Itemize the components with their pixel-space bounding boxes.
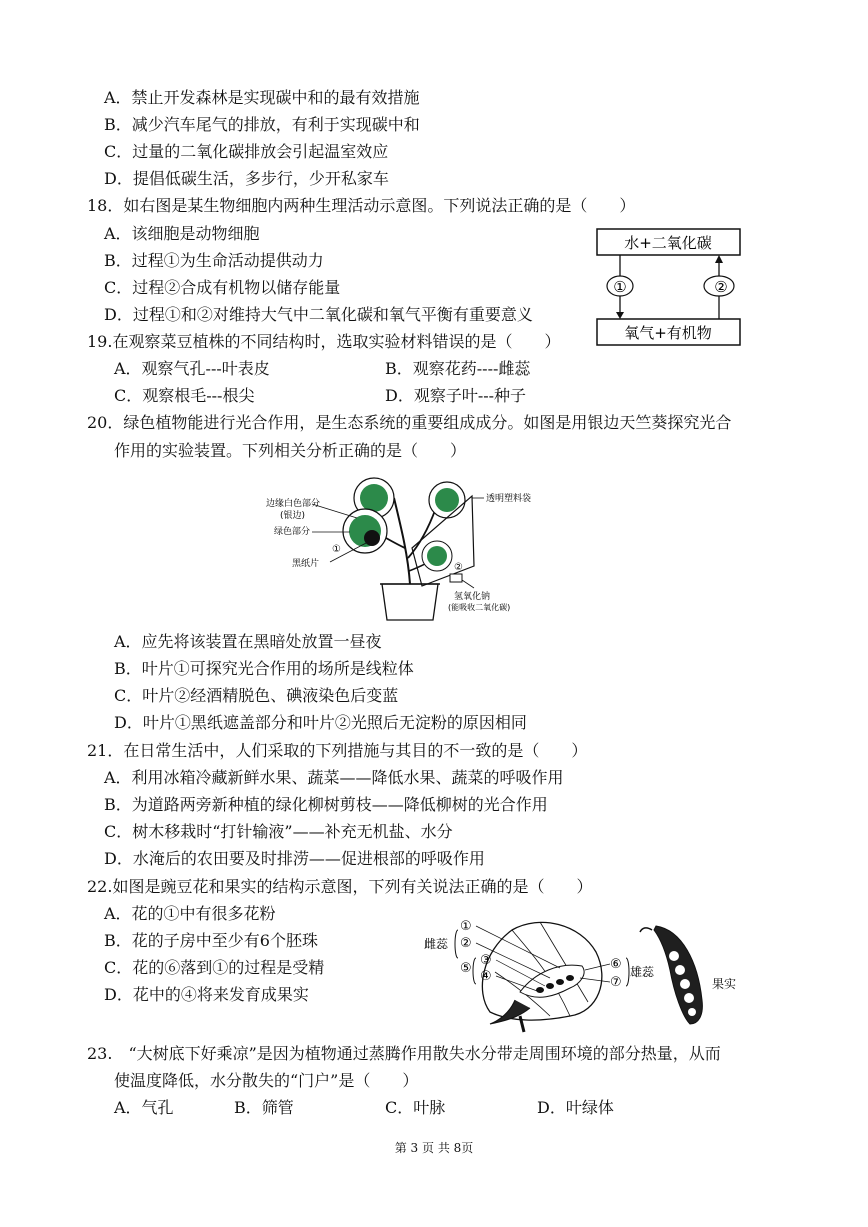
q22-stamen-label: 雄蕊 [630,965,655,979]
q22-label-5: ⑤ [460,961,472,976]
q21-option-b: B．为道路两旁新种植的绿化柳树剪枝——降低柳树的光合作用 [104,795,548,814]
q23-option-c: C．叶脉 [385,1098,446,1117]
option-c: C．过量的二氧化碳排放会引起温室效应 [104,142,389,161]
q20-label-green: 绿色部分 [274,527,311,537]
q18-option-b: B．过程①为生命活动提供动力 [104,251,324,270]
page-footer: 第 3 页 共 8页 [394,1141,474,1155]
q22-stem: 22.如图是豌豆花和果实的结构示意图，下列有关说法正确的是（ ） [87,877,593,896]
q20-stem-line1: 20．绿色植物能进行光合作用，是生态系统的重要组成成分。如图是用银边天竺葵探究光合 [87,413,732,432]
option-a: A．禁止开发森林是实现碳中和的最有效措施 [104,88,420,107]
q20-label-bag: 透明塑料袋 [486,494,532,504]
q20-option-d: D．叶片①黑纸遮盖部分和叶片②光照后无淀粉的原因相同 [114,713,527,732]
q20-label-edge: 边缘白色部分 [266,499,321,509]
q20-leaf-1: ① [332,544,341,555]
q21-stem: 21．在日常生活中，人们采取的下列措施与其目的不一致的是（ ） [87,741,588,760]
q20-leaf-2: ② [454,562,463,573]
q23-option-b: B．筛管 [234,1098,294,1117]
q22-fruit-label: 果实 [712,977,737,991]
q18-option-a: A．该细胞是动物细胞 [104,224,260,243]
q20-option-a: A．应先将该装置在黑暗处放置一昼夜 [114,632,382,651]
q21-option-a: A．利用冰箱冷藏新鲜水果、蔬菜——降低水果、蔬菜的呼吸作用 [104,768,564,787]
q22-label-3: ③ [480,953,492,968]
q20-label-edge-sub: (银边) [280,511,306,521]
q23-stem-line2: 使温度降低，水分散失的“门户”是（ ） [114,1071,419,1090]
q20-label-naoh: 氢氧化钠 [454,592,491,602]
q18-process-1: ① [613,278,627,296]
option-b: B．减少汽车尾气的排放，有利于实现碳中和 [104,115,420,134]
q20-stem-line2: 作用的实验装置。下列相关分析正确的是（ ） [114,441,467,460]
q22-option-a: A．花的①中有很多花粉 [104,904,276,923]
q20-option-b: B．叶片①可探究光合作用的场所是线粒体 [114,659,414,678]
q19-option-b: B．观察花药----雌蕊 [385,359,531,378]
q20-option-c: C．叶片②经酒精脱色、碘液染色后变蓝 [114,686,399,705]
q22-option-b: B．花的子房中至少有6个胚珠 [104,931,318,950]
q21-option-c: C．树木移栽时“打针输液”——补充无机盐、水分 [104,822,453,841]
option-d: D．提倡低碳生活，多步行，少开私家车 [104,169,389,188]
q22-label-7: ⑦ [610,975,622,990]
q18-option-c: C．过程②合成有机物以储存能量 [104,278,341,297]
q22-figure-pea-flower [420,912,750,1034]
q20-figure-geranium [262,476,552,624]
q20-label-black-paper: 黑纸片 [292,559,320,569]
q22-pistil-label: 雌蕊 [424,937,449,951]
q18-process-2: ② [714,278,728,296]
q23-stem-line1: 23. “大树底下好乘凉”是因为植物通过蒸腾作用散失水分带走周围环境的部分热量，从而 [87,1044,721,1063]
q20-label-naoh-sub: (能吸收二氧化碳) [448,603,511,612]
q22-label-6: ⑥ [610,957,622,972]
q19-stem: 19.在观察菜豆植株的不同结构时，选取实验材料错误的是（ ） [87,332,561,351]
q22-option-c: C．花的⑥落到①的过程是受精 [104,958,325,977]
q22-label-1: ① [460,919,472,934]
q18-option-d: D．过程①和②对维持大气中二氧化碳和氧气平衡有重要意义 [104,305,533,324]
q22-label-2: ② [460,936,472,951]
q22-option-d: D．花中的④将来发育成果实 [104,985,309,1004]
q23-option-a: A．气孔 [114,1098,174,1117]
q19-option-d: D．观察子叶---种子 [385,386,527,405]
q18-top-box-label: 水+二氧化碳 [624,234,712,252]
q18-diagram [592,226,748,350]
q18-bottom-box-label: 氧气+有机物 [624,324,712,342]
q23-option-d: D．叶绿体 [537,1098,614,1117]
q22-label-4: ④ [480,969,492,984]
q19-option-a: A．观察气孔---叶表皮 [114,359,270,378]
q19-option-c: C．观察根毛---根尖 [114,386,255,405]
q18-stem: 18．如右图是某生物细胞内两种生理活动示意图。下列说法正确的是（ ） [87,196,636,215]
q21-option-d: D．水淹后的农田要及时排涝——促进根部的呼吸作用 [104,849,485,868]
